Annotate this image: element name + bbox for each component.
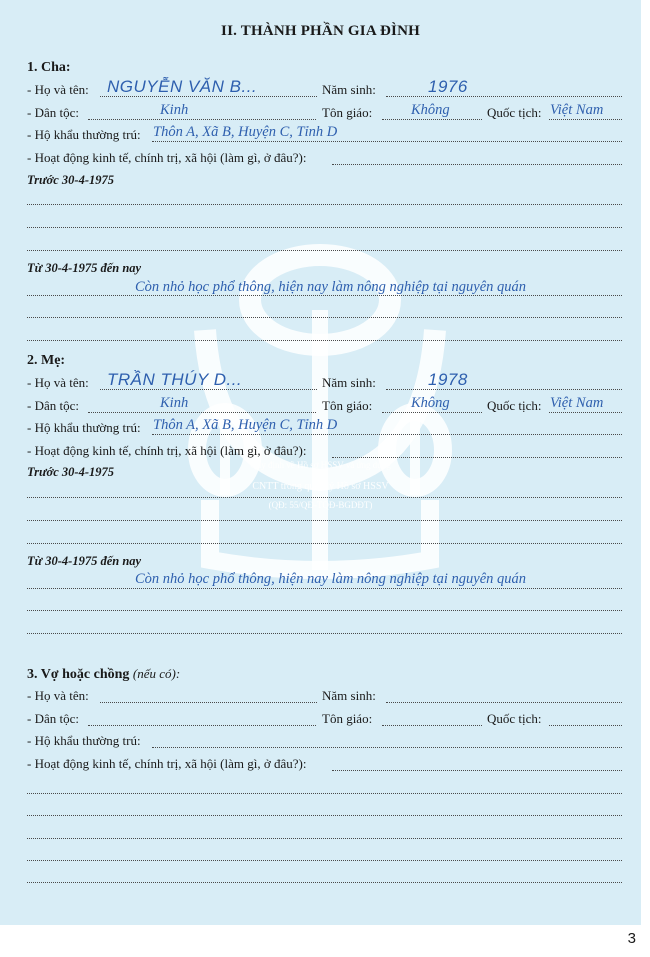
father-since-value: Còn nhỏ học phổ thông, hiện nay làm nông nghiệp tại nguyên quán	[135, 279, 527, 295]
mother-birth-label: Năm sinh:	[322, 375, 376, 390]
spouse-activity-line-1	[27, 793, 622, 794]
spouse-activity-label: - Hoạt động kinh tế, chính trị, xã hội (làm gì, ở đâu?):	[27, 756, 307, 771]
father-name-value: NGUYỄN VĂN B...	[107, 77, 258, 96]
father-religion-value: Không	[411, 102, 450, 118]
mother-birth-line	[386, 389, 622, 390]
spouse-religion-line	[382, 725, 482, 726]
father-birth-value: 1976	[428, 77, 468, 96]
spouse-activity-line-3	[27, 838, 622, 839]
spouse-residence-line	[152, 747, 622, 748]
mother-nationality-value: Việt Nam	[550, 395, 604, 411]
father-residence-label: - Hộ khẩu thường trú:	[27, 127, 141, 142]
spouse-ethnicity-line	[88, 725, 316, 726]
spouse-activity-line-4	[27, 860, 622, 861]
mother-ethnicity-line	[88, 412, 316, 413]
spouse-name-label: - Họ và tên:	[27, 688, 89, 703]
mother-before-line-1	[27, 497, 622, 498]
father-residence-line	[152, 141, 622, 142]
mother-residence-value: Thôn A, Xã B, Huyện C, Tỉnh D	[153, 417, 338, 433]
mother-before-line-3	[27, 543, 622, 544]
mother-ethnicity-label: - Dân tộc:	[27, 398, 79, 413]
watermark-line-3: (QĐ: 55/QĐ-TQĐ-BGDĐT)	[268, 500, 373, 510]
spouse-heading	[27, 666, 180, 683]
mother-before-1975-label: Trước 30-4-1975	[27, 465, 114, 479]
spouse-name-line	[100, 702, 317, 703]
spouse-heading-note: (nếu có):	[132, 666, 181, 681]
mother-residence-label: - Hộ khẩu thường trú:	[27, 420, 141, 435]
father-since-line-3	[27, 340, 622, 341]
father-religion-line	[382, 119, 482, 120]
mother-residence-line	[152, 434, 622, 435]
father-ethnicity-value: Kinh	[160, 102, 189, 118]
spouse-birth-label: Năm sinh:	[322, 688, 376, 703]
page-number: 3	[627, 930, 636, 947]
father-religion-label: Tôn giáo:	[322, 105, 373, 120]
mother-since-value: Còn nhỏ học phổ thông, hiện nay làm nông nghiệp tại nguyên quán	[135, 571, 527, 587]
mother-name-label: - Họ và tên:	[27, 375, 89, 390]
father-before-line-1	[27, 204, 622, 205]
father-before-line-2	[27, 227, 622, 228]
mother-birth-value: 1978	[428, 370, 468, 389]
mother-religion-value: Không	[411, 395, 450, 411]
father-nationality-line	[549, 119, 622, 120]
spouse-activity-line-5	[27, 882, 622, 883]
mother-religion-line	[382, 412, 482, 413]
page-title: II. THÀNH PHẦN GIA ĐÌNH	[221, 23, 420, 39]
father-ethnicity-line	[88, 119, 316, 120]
father-before-line-3	[27, 250, 622, 251]
mother-ethnicity-value: Kinh	[160, 395, 189, 411]
spouse-activity-line-2	[27, 815, 622, 816]
mother-nationality-label: Quốc tịch:	[487, 398, 542, 413]
watermark-line-1: Quy định về Hồ sơ HSSV và ứng dụng	[250, 460, 391, 470]
father-name-label: - Họ và tên:	[27, 82, 89, 97]
mother-since-line-1	[27, 588, 622, 589]
spouse-heading-text: 3. Vợ hoặc chồng	[27, 667, 130, 682]
father-activity-label: - Hoạt động kinh tế, chính trị, xã hội (làm gì, ở đâu?):	[27, 150, 307, 165]
father-since-line-2	[27, 317, 622, 318]
spouse-birth-line	[386, 702, 622, 703]
father-since-1975-label: Từ 30-4-1975 đến nay	[27, 261, 142, 275]
spouse-residence-label: - Hộ khẩu thường trú:	[27, 733, 141, 748]
spouse-activity-line	[332, 770, 622, 771]
spouse-nationality-label: Quốc tịch:	[487, 711, 542, 726]
mother-name-value: TRẦN THÚY D...	[107, 370, 243, 389]
father-heading: 1. Cha:	[27, 60, 71, 75]
father-before-1975-label: Trước 30-4-1975	[27, 173, 114, 187]
mother-activity-label: - Hoạt động kinh tế, chính trị, xã hội (làm gì, ở đâu?):	[27, 443, 307, 458]
mother-nationality-line	[549, 412, 622, 413]
father-ethnicity-label: - Dân tộc:	[27, 105, 79, 120]
mother-activity-line	[332, 457, 622, 458]
mother-since-line-2	[27, 610, 622, 611]
father-birth-label: Năm sinh:	[322, 82, 376, 97]
mother-since-1975-label: Từ 30-4-1975 đến nay	[27, 554, 142, 568]
mother-heading: 2. Mẹ:	[27, 353, 66, 368]
mother-before-line-2	[27, 520, 622, 521]
mother-religion-label: Tôn giáo:	[322, 398, 373, 413]
father-activity-line	[332, 164, 622, 165]
watermark-line-2: CNTT trong quản lý Hồ sơ HSSV	[252, 481, 389, 492]
spouse-nationality-line	[549, 725, 622, 726]
father-nationality-label: Quốc tịch:	[487, 105, 542, 120]
mother-since-line-3	[27, 633, 622, 634]
father-nationality-value: Việt Nam	[550, 102, 604, 118]
father-birth-line	[386, 96, 622, 97]
father-residence-value: Thôn A, Xã B, Huyện C, Tỉnh D	[153, 124, 338, 140]
spouse-religion-label: Tôn giáo:	[322, 711, 373, 726]
spouse-ethnicity-label: - Dân tộc:	[27, 711, 79, 726]
